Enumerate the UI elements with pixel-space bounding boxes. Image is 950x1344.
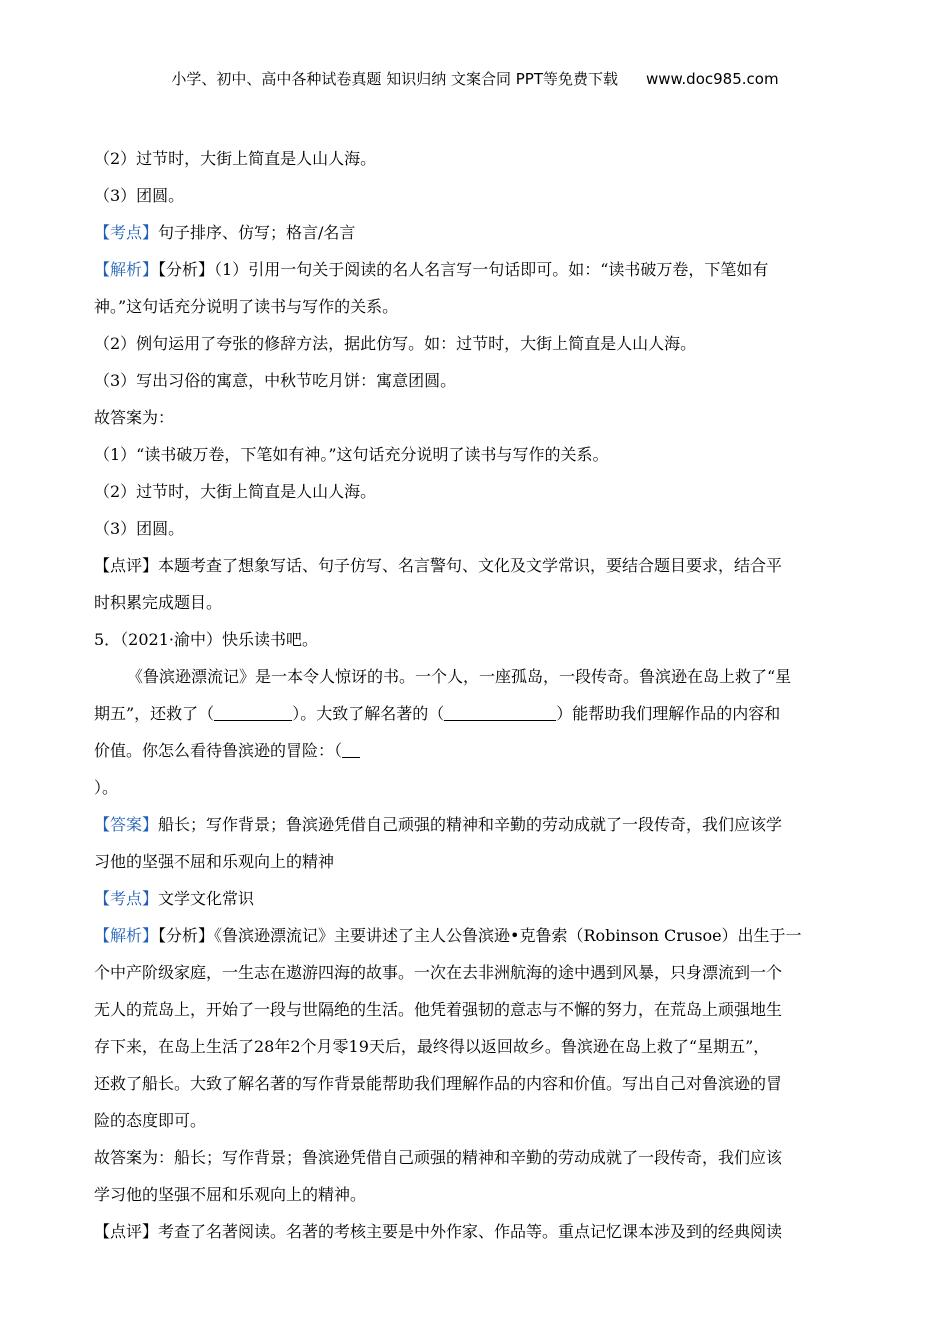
text-line: 习他的坚强不屈和乐观向上的精神: [94, 852, 335, 871]
text-span: 船长；写作背景；鲁滨逊凭借自己顽强的精神和辛勤的劳动成就了一段传奇，我们应该学: [158, 815, 783, 834]
text-line: 险的态度即可。: [94, 1111, 207, 1130]
text-line: 神。”这句话充分说明了读书与写作的关系。: [94, 297, 399, 316]
header-site: www.doc985.com: [645, 70, 779, 88]
text-line: （2）过节时，大街上简直是人山人海。: [94, 482, 377, 501]
text-line: 个中产阶级家庭，一生志在遨游四海的故事。一次在去非洲航海的途中遇到风暴，只身漂流到一个: [94, 963, 783, 982]
text-line: 存下来，在岛上生活了28年2个月零19天后，最终得以返回故乡。鲁滨逊在岛上救了“星期五”，: [94, 1037, 770, 1056]
text-line: 【点评】考查了名著阅读。名著的考核主要是中外作家、作品等。重点记忆课本涉及到的经典阅读: [94, 1222, 783, 1241]
text-line: （2）过节时，大街上简直是人山人海。: [94, 149, 377, 168]
text-line: [94, 917, 854, 954]
document-body: [94, 140, 854, 1250]
answer-blank: [214, 704, 292, 721]
text-span: 期五”，还救了（: [94, 704, 215, 723]
text-line: [94, 214, 854, 251]
text-line: 无人的荒岛上，开始了一段与世隔绝的生活。他凭着强韧的意志与不懈的努力，在荒岛上顽强地生: [94, 1000, 783, 1019]
page-header: [0, 68, 950, 89]
text-span: 文学文化常识: [158, 889, 255, 908]
text-line: 故答案为：船长；写作背景；鲁滨逊凭借自己顽强的精神和辛勤的劳动成就了一段传奇，我们应该: [94, 1148, 783, 1167]
header-text: 小学、初中、高中各种试卷真题 知识归纳 文案合同 PPT等免费下载: [171, 70, 618, 88]
text-line: 学习他的坚强不屈和乐观向上的精神。: [94, 1185, 367, 1204]
text-span: 句子排序、仿写；格言/名言: [158, 223, 356, 242]
text-line: （3）团圆。: [94, 519, 185, 538]
text-span: 价值。你怎么看待鲁滨逊的冒险：（: [94, 741, 343, 760]
tag-kaodian: 【考点】: [94, 889, 159, 908]
text-line: （2）例句运用了夸张的修辞方法，据此仿写。如：过节时，大街上简直是人山人海。: [94, 334, 697, 353]
text-line: 时积累完成题目。: [94, 593, 223, 612]
tag-jiexi: 【解析】: [94, 926, 159, 945]
tag-kaodian: 【考点】: [94, 223, 159, 242]
text-line: 故答案为：: [94, 408, 175, 427]
text-line: ）。: [94, 778, 119, 797]
text-span: 【分析】（1）引用一句关于阅读的名人名言写一句话即可。如：“读书破万卷，下笔如有: [158, 260, 769, 279]
text-span: ）。大致了解名著的（: [292, 704, 445, 723]
answer-blank: [342, 741, 360, 758]
text-line: （3）写出习俗的寓意，中秋节吃月饼：寓意团圆。: [94, 371, 457, 390]
text-line: 【点评】本题考查了想象写话、句子仿写、名言警句、文化及文学常识，要结合题目要求，结合平: [94, 556, 783, 575]
text-line: 还救了船长。大致了解名著的写作背景能帮助我们理解作品的内容和价值。写出自己对鲁滨逊的冒: [94, 1074, 783, 1093]
answer-blank: [444, 704, 556, 721]
text-line: （1）“读书破万卷，下笔如有神。”这句话充分说明了读书与写作的关系。: [94, 445, 609, 464]
tag-jiexi: 【解析】: [94, 260, 159, 279]
text-line: [94, 251, 854, 288]
text-line: 《鲁滨逊漂流记》是一本令人惊讶的书。一个人，一座孤岛，一段传奇。鲁滨逊在岛上救了“星: [127, 667, 792, 686]
text-line: [94, 880, 854, 917]
text-line: [94, 806, 854, 843]
text-line: （3）团圆。: [94, 186, 185, 205]
text-span: 【分析】《鲁滨逊漂流记》主要讲述了主人公鲁滨逊•克鲁索（Robinson Crusoe）出生于一: [158, 926, 802, 945]
text-span: ）能帮助我们理解作品的内容和: [556, 704, 781, 723]
question-title: 5．（2021·渝中）快乐读书吧。: [94, 630, 318, 649]
tag-daan: 【答案】: [94, 815, 159, 834]
text-line: [94, 732, 854, 769]
text-line: [94, 695, 854, 732]
